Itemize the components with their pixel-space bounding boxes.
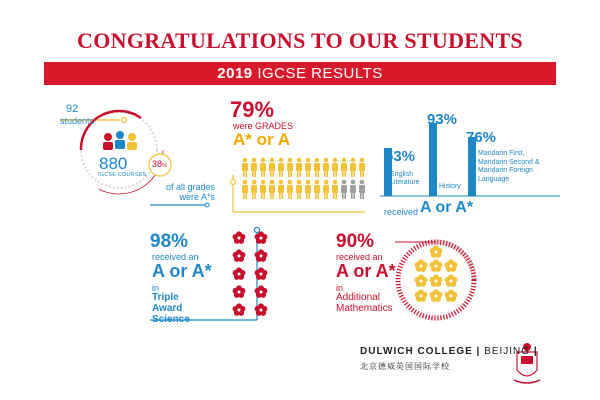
person-icon: [332, 180, 338, 199]
triple-received: received an: [152, 252, 199, 262]
grades-percent: 79%: [230, 97, 275, 122]
person-icon: [287, 180, 293, 199]
triple-subject-line-3: Science: [152, 314, 190, 325]
math-subject: [336, 292, 393, 314]
person-icon: [305, 158, 311, 177]
person-icon: [359, 158, 365, 177]
person-icon: [242, 180, 248, 199]
person-icon: [359, 180, 365, 199]
people-rows: [242, 158, 365, 199]
bar-history: [429, 123, 437, 196]
a-star-badge: [152, 159, 167, 169]
mandarin-label-line-3: Mandarin Foreign: [478, 167, 533, 174]
triple-percent: 98%: [150, 231, 189, 252]
person-icon: [260, 180, 266, 199]
banner-text: IGCSE RESULTS: [257, 65, 383, 82]
triple-in: in: [152, 283, 160, 293]
flower-column: [233, 231, 268, 316]
flower-icon: [430, 274, 443, 287]
flower-icon: [430, 245, 443, 258]
caption-line-1: of all grades: [165, 182, 215, 192]
english-label: [390, 171, 420, 187]
triple-subject: [152, 292, 190, 325]
people-icon: [103, 131, 137, 150]
banner-year: 2019: [217, 65, 253, 82]
person-icon: [332, 158, 338, 177]
courses-count: 880: [99, 154, 128, 173]
math-percent: 90%: [336, 231, 375, 252]
caption-line-2: were A*s: [179, 192, 215, 202]
student-count: 92: [66, 103, 79, 115]
subjects-received: received: [384, 207, 419, 217]
english-label-line-1: English: [390, 171, 413, 178]
person-icon: [341, 158, 347, 177]
triple-subject-line-1: Triple: [152, 292, 179, 303]
person-icon: [341, 180, 347, 199]
person-icon: [296, 180, 302, 199]
math-received: received an: [336, 252, 383, 262]
person-icon: [314, 158, 320, 177]
person-icon: [323, 180, 329, 199]
flower-grid: [415, 245, 458, 302]
flower-icon: [233, 267, 246, 280]
flower-icon: [233, 285, 246, 298]
flower-icon: [445, 274, 458, 287]
person-icon: [278, 180, 284, 199]
subjects-grade: A or A*: [420, 199, 474, 216]
history-percent: 93%: [427, 111, 458, 128]
flower-icon: [233, 303, 246, 316]
math-grade: A or A*: [336, 261, 396, 281]
student-label: students: [60, 116, 95, 126]
person-icon: [350, 180, 356, 199]
mandarin-percent: 76%: [466, 129, 497, 146]
triple-subject-line-2: Award: [152, 303, 183, 314]
flower-icon: [233, 231, 246, 244]
triple-grade: A or A*: [152, 261, 212, 281]
flower-icon: [430, 259, 443, 272]
grades-label: were GRADES: [233, 121, 294, 131]
person-icon: [296, 158, 302, 177]
person-icon: [269, 180, 275, 199]
person-icon: [251, 158, 257, 177]
person-icon: [278, 158, 284, 177]
page-title: CONGRATULATIONS TO OUR STUDENTS: [77, 28, 523, 53]
math-subject-line-1: Additional: [336, 292, 380, 303]
school-name: DULWICH COLLEGE | BEIJING |: [360, 346, 538, 357]
person-icon: [242, 158, 248, 177]
school-city: BEIJING: [484, 346, 531, 357]
person-icon: [251, 180, 257, 199]
history-label: History: [439, 183, 461, 190]
flower-icon: [430, 289, 443, 302]
a-star-caption: [155, 182, 215, 202]
person-icon: [260, 158, 266, 177]
mandarin-label-line-2: Mandarin Second &: [478, 158, 540, 166]
badge-number: 38: [152, 159, 163, 169]
flower-icon: [445, 289, 458, 302]
flower-icon: [445, 259, 458, 272]
flower-icon: [415, 289, 428, 302]
math-subject-line-2: Mathematics: [336, 303, 393, 314]
person-icon: [323, 158, 329, 177]
person-icon: [350, 158, 356, 177]
flower-icon: [415, 274, 428, 287]
school-name-text: DULWICH COLLEGE: [360, 346, 473, 357]
english-label-line-2: Literature: [390, 179, 420, 186]
person-icon: [305, 180, 311, 199]
flower-icon: [415, 259, 428, 272]
english-percent: 53%: [385, 148, 416, 165]
mandarin-label-line-4: Language: [478, 175, 510, 183]
mandarin-label: [478, 150, 539, 184]
flower-icon: [233, 249, 246, 262]
courses-label: IGCSE COURSES: [98, 172, 147, 178]
person-icon: [287, 158, 293, 177]
badge-unit: %: [162, 163, 168, 169]
grades-value: A* or A: [233, 130, 290, 149]
mandarin-label-line-1: Mandarin First,: [478, 150, 525, 157]
school-chinese-name: 北京德威英国国际学校: [360, 362, 450, 371]
math-in: in: [336, 283, 344, 293]
person-icon: [314, 180, 320, 199]
person-icon: [269, 158, 275, 177]
